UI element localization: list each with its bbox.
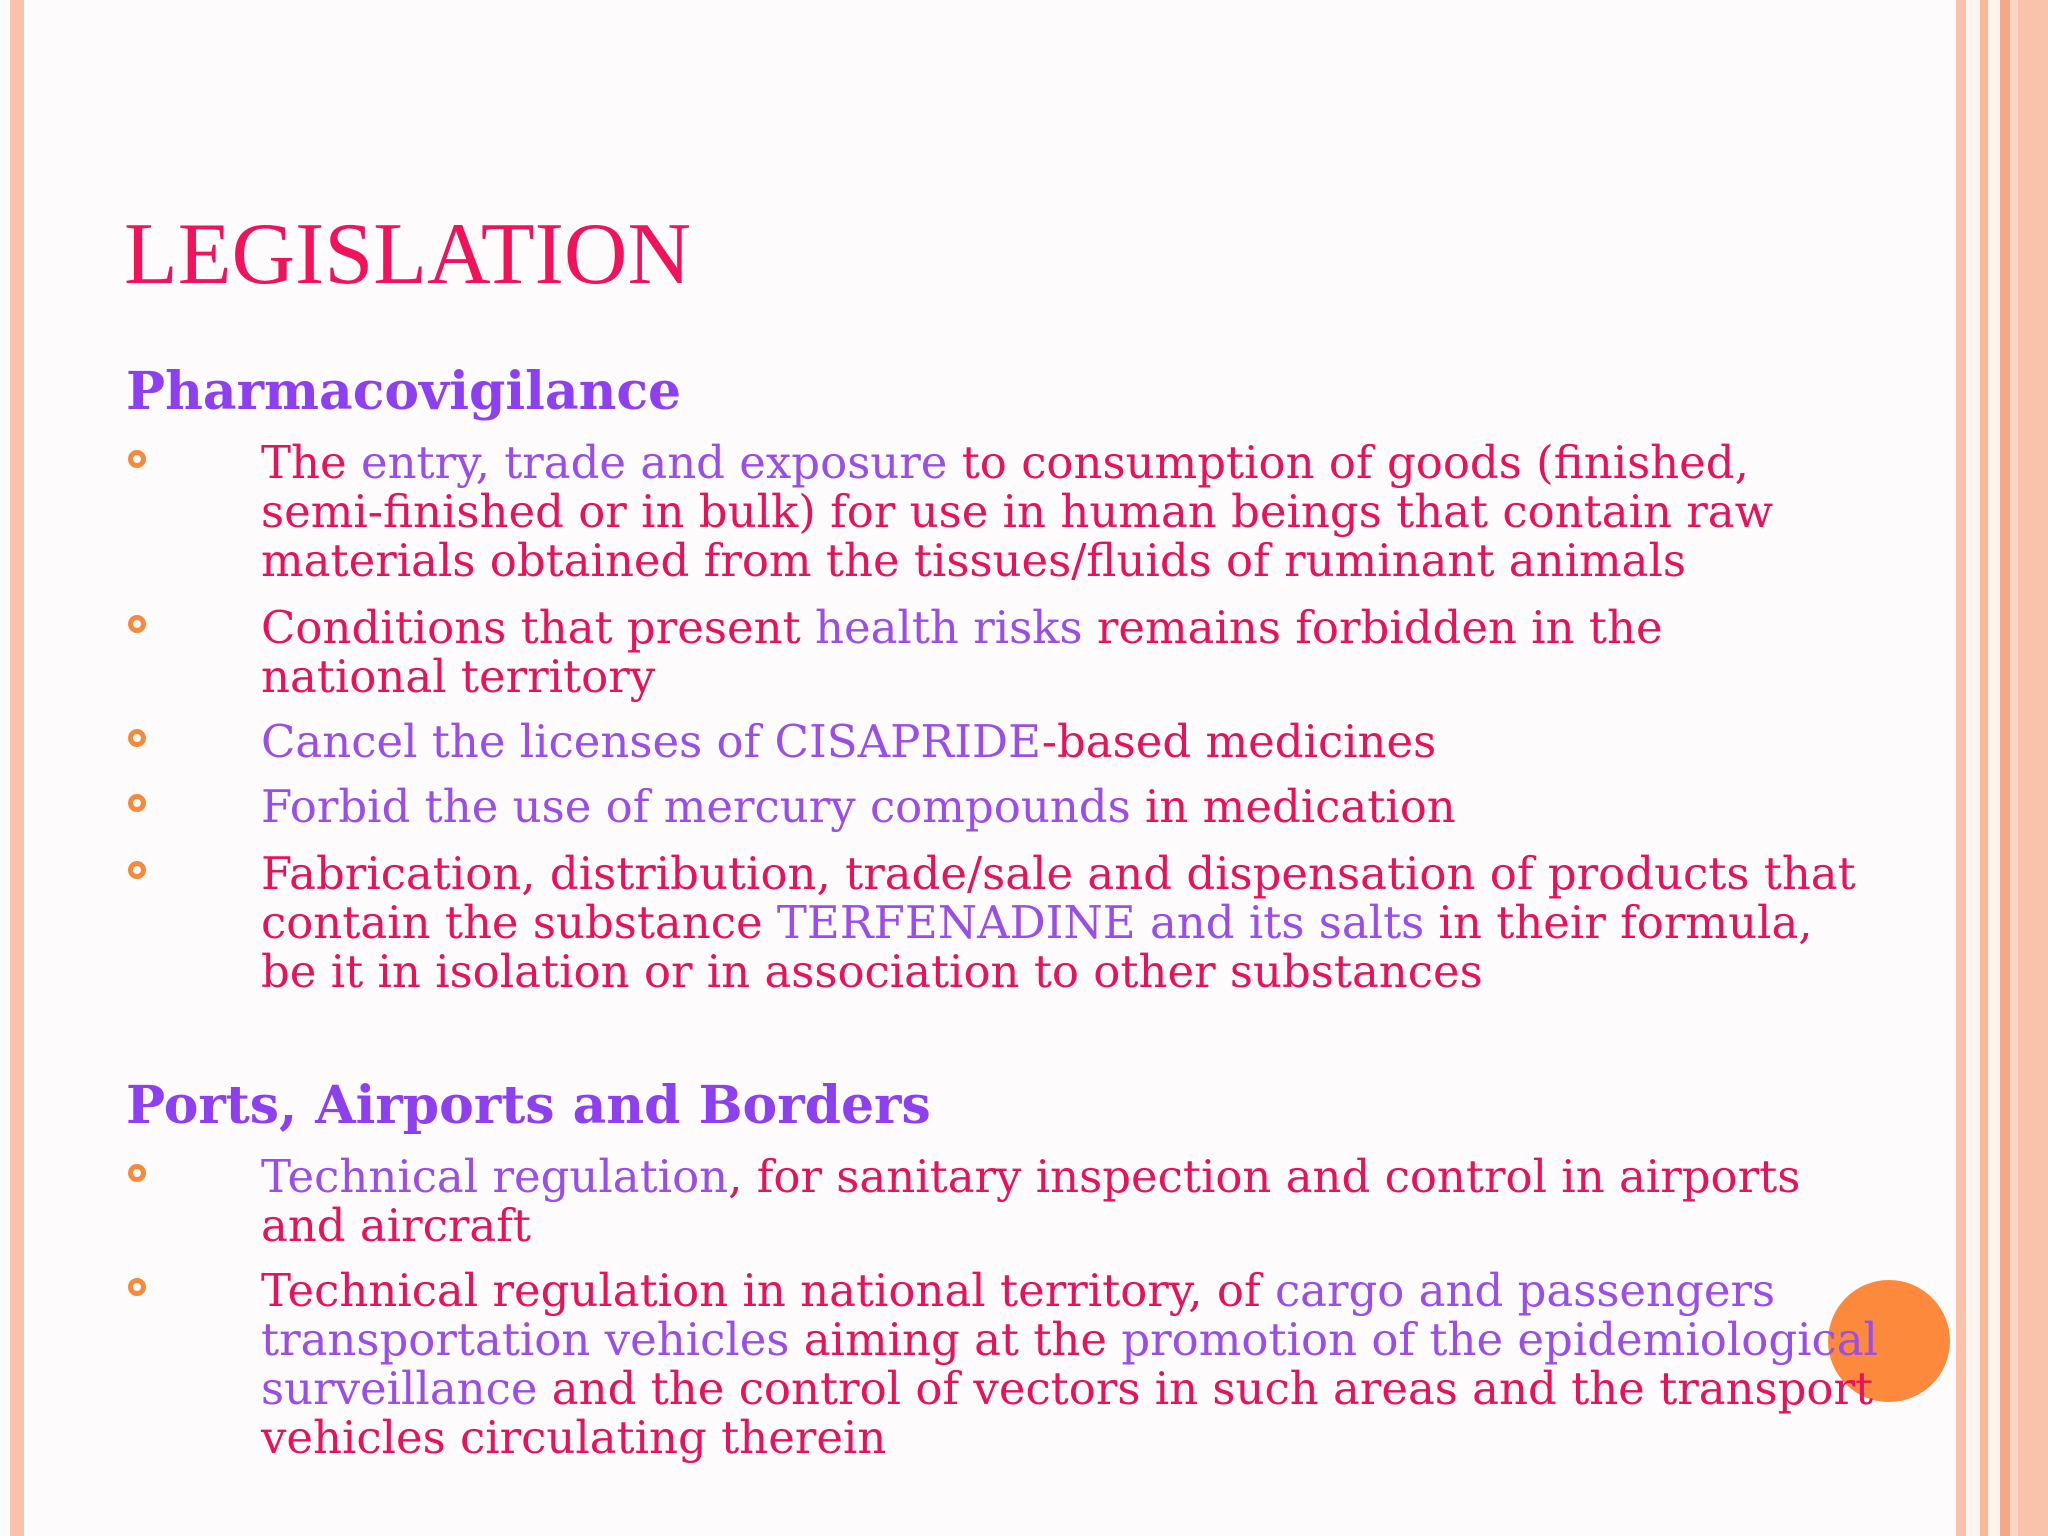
text-segment: semi-finished or in bulk) for use in human beings that contain raw (261, 485, 1774, 538)
left-frame-stripe (10, 0, 24, 1536)
text-segment: Technical regulation in national territory, of (261, 1264, 1275, 1317)
bullet-text (261, 1266, 2048, 1462)
text-segment: in medication (1130, 780, 1456, 833)
bullet-text (261, 717, 2048, 766)
text-segment: cargo and passengers (1274, 1264, 1776, 1317)
text-segment: transportation vehicles (261, 1313, 790, 1366)
text-segment: -based medicines (1041, 715, 1437, 768)
bullet-circle-icon (128, 615, 146, 633)
text-segment: and the control of vectors in such areas and the transport (537, 1362, 1874, 1415)
text-segment: and aircraft (261, 1199, 531, 1252)
section-heading-pharmacovigilance: Pharmacovigilance (126, 361, 682, 422)
bullet-circle-icon (128, 729, 146, 747)
text-segment: Cancel the licenses of CISAPRIDE (261, 715, 1042, 768)
text-segment: The (261, 436, 361, 489)
bullet-circle-icon (128, 794, 146, 812)
bullet-text (261, 1152, 2048, 1250)
bullet-text (261, 782, 2048, 831)
text-segment: entry, trade and exposure (360, 436, 948, 489)
text-segment: aiming at the (789, 1313, 1122, 1366)
bullet-text (261, 603, 2048, 701)
text-segment: promotion of the epidemiological (1121, 1313, 1878, 1366)
text-segment: to consumption of goods (finished, (947, 436, 1749, 489)
section-heading-ports-airports-borders: Ports, Airports and Borders (126, 1075, 931, 1136)
text-segment: contain the substance (261, 896, 777, 949)
text-segment: national territory (261, 650, 656, 703)
text-segment: surveillance (261, 1362, 538, 1415)
text-segment: health risks (814, 601, 1083, 654)
slide-title: LEGISLATION (124, 206, 692, 303)
bullet-text (261, 849, 2048, 996)
bullet-text (261, 438, 2048, 585)
text-segment: be it in isolation or in association to other substances (261, 945, 1483, 998)
text-segment: Technical regulation (261, 1150, 729, 1203)
bullet-circle-icon (128, 450, 146, 468)
text-segment: TERFENADINE (776, 896, 1136, 949)
text-segment: and its salts (1135, 896, 1425, 949)
bullet-circle-icon (128, 1164, 146, 1182)
text-segment: remains forbidden in the (1082, 601, 1663, 654)
bullet-circle-icon (128, 1278, 146, 1296)
text-segment: Forbid the use of mercury compounds (261, 780, 1131, 833)
text-segment: Fabrication, distribution, trade/sale and dispensation of products that (261, 847, 1856, 900)
text-segment: Conditions that present (261, 601, 815, 654)
text-segment: , for sanitary inspection and control in airports (728, 1150, 1801, 1203)
text-segment: vehicles circulating therein (261, 1411, 887, 1464)
text-segment: materials obtained from the tissues/fluids of ruminant animals (261, 534, 1686, 587)
bullet-circle-icon (128, 861, 146, 879)
text-segment: in their formula, (1424, 896, 1813, 949)
